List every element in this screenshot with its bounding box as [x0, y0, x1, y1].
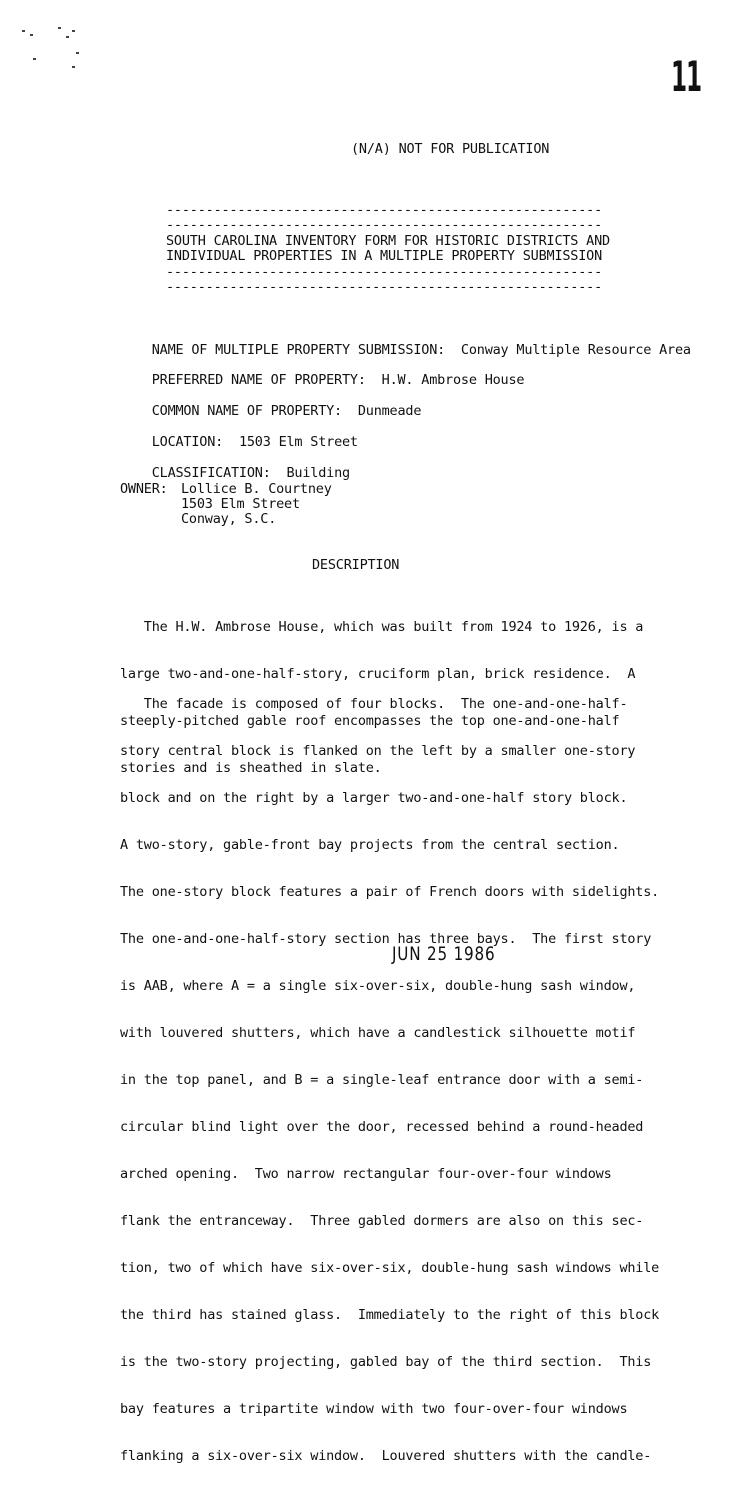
header-rule: -------------------------------------------------------: [166, 202, 603, 218]
header-rule: -------------------------------------------------------: [166, 217, 603, 233]
field-value: 1503 Elm Street: [238, 434, 358, 450]
field-label: COMMON NAME OF PROPERTY:: [151, 403, 342, 419]
text-line: The H.W. Ambrose House, which was built from 1924 to 1926, is a: [120, 619, 644, 635]
form-title-line-2: INDIVIDUAL PROPERTIES IN A MULTIPLE PROPERTY SUBMISSION: [166, 248, 603, 264]
scan-speck: [66, 36, 69, 38]
text-line: A two-story, gable-front bay projects from the central section.: [120, 837, 620, 853]
field-value: Conway Multiple Resource Area: [460, 342, 691, 358]
date-stamp: JUN 25 1986: [392, 943, 496, 965]
text-line: in the top panel, and B = a single-leaf entrance door with a semi-: [120, 1072, 644, 1088]
scan-speck: [72, 30, 75, 32]
owner-line: Lollice B. Courtney: [181, 481, 332, 497]
text-line: arched opening. Two narrow rectangular four-over-four windows: [120, 1166, 612, 1182]
text-line: tion, two of which have six-over-six, double-hung sash windows while: [120, 1260, 660, 1276]
text-line: The facade is composed of four blocks. The one-and-one-half-: [120, 696, 628, 712]
description-heading: DESCRIPTION: [312, 557, 400, 573]
scan-speck: [58, 27, 61, 29]
text-line: steeply-pitched gable roof encompasses the top one-and-one-half: [120, 713, 620, 729]
field-label: NAME OF MULTIPLE PROPERTY SUBMISSION:: [151, 342, 446, 358]
owner-line: 1503 Elm Street: [181, 496, 300, 512]
text-line: block and on the right by a larger two-and-one-half story block.: [120, 790, 628, 806]
description-paragraph-2: [120, 665, 659, 1496]
scan-speck: [72, 66, 75, 68]
text-line: story central block is flanked on the left by a smaller one-story: [120, 743, 636, 759]
text-line: stories and is sheathed in slate.: [120, 760, 382, 776]
form-title-line-1: SOUTH CAROLINA INVENTORY FORM FOR HISTORIC DISTRICTS AND: [166, 233, 610, 249]
text-line: The one-and-one-half-story section has three bays. The first story: [120, 931, 652, 947]
page-number: 11: [671, 52, 701, 101]
scan-speck: [76, 52, 79, 54]
field-value: Dunmeade: [357, 403, 422, 419]
text-line: large two-and-one-half-story, cruciform plan, brick residence. A: [120, 666, 636, 682]
text-line: flanking a six-over-six window. Louvered shutters with the candle-: [120, 1448, 652, 1464]
scan-speck: [30, 34, 33, 36]
text-line: The one-story block features a pair of French doors with sidelights.: [120, 884, 660, 900]
field-label: CLASSIFICATION:: [151, 465, 271, 481]
not-for-publication: (N/A) NOT FOR PUBLICATION: [351, 141, 550, 157]
scan-speck: [33, 58, 36, 60]
owner-label: OWNER:: [120, 481, 168, 497]
text-line: is AAB, where A = a single six-over-six, double-hung sash window,: [120, 978, 636, 994]
text-line: with louvered shutters, which have a candlestick silhouette motif: [120, 1025, 636, 1041]
field-value: Building: [286, 465, 350, 481]
text-line: flank the entranceway. Three gabled dormers are also on this sec-: [120, 1213, 644, 1229]
text-line: bay features a tripartite window with two four-over-four windows: [120, 1401, 628, 1417]
header-rule: -------------------------------------------------------: [166, 264, 603, 280]
field-label: LOCATION:: [151, 434, 224, 450]
field-value: H.W. Ambrose House: [381, 372, 525, 388]
text-line: is the two-story projecting, gabled bay of the third section. This: [120, 1354, 652, 1370]
text-line: the third has stained glass. Immediately to the right of this block: [120, 1307, 660, 1323]
owner-line: Conway, S.C.: [181, 511, 277, 527]
scan-speck: [22, 30, 25, 32]
header-rule: -------------------------------------------------------: [166, 279, 603, 295]
field-label: PREFERRED NAME OF PROPERTY:: [151, 372, 366, 388]
text-line: circular blind light over the door, recessed behind a round-headed: [120, 1119, 644, 1135]
